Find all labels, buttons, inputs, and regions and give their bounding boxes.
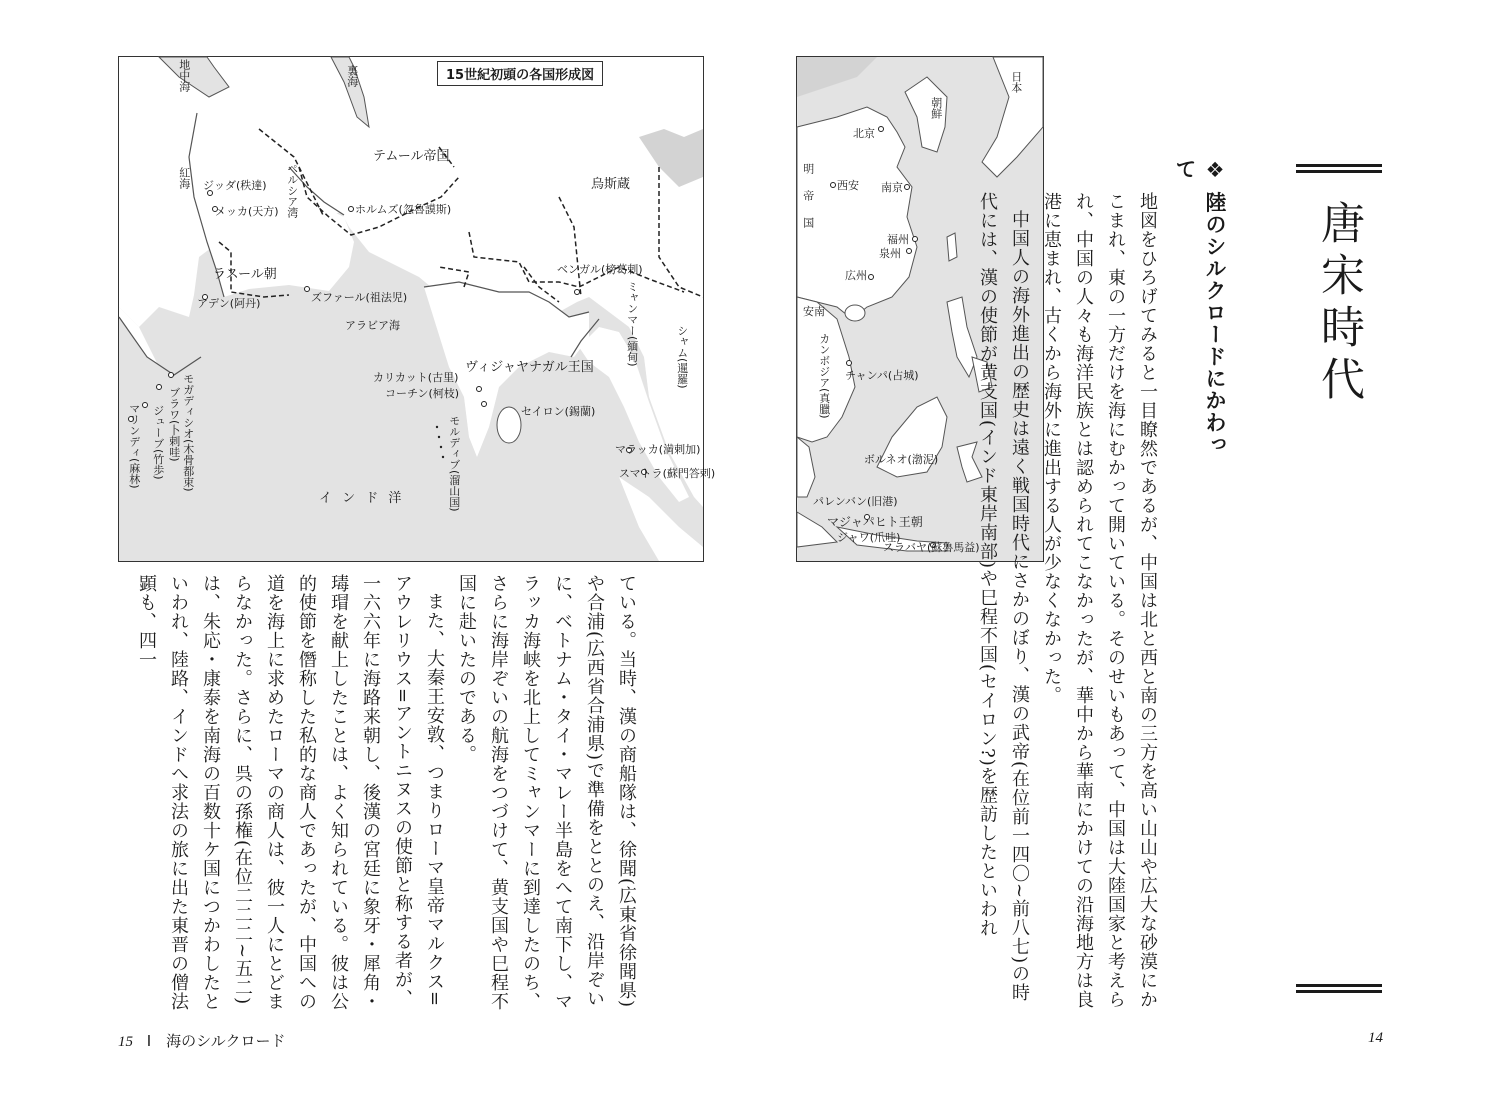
page-number: 15 <box>118 1034 133 1050</box>
label-surabaya: スラバヤ(蘇魯馬益) <box>883 541 980 554</box>
chapter-rule-bottom <box>1296 984 1382 996</box>
label-tibet: 烏斯蔵 <box>591 177 631 192</box>
label-annam: 安南 <box>803 305 825 318</box>
label-dhofar: ズファール(祖法児) <box>311 291 408 304</box>
label-jubb: ジューブ(竹歩) <box>151 405 165 480</box>
label-persian-gulf: ペルシア湾 <box>285 163 299 218</box>
label-ming: 明帝国 <box>801 163 815 244</box>
label-brava: ブラワ(卜剌哇) <box>167 387 181 462</box>
label-malacca: マラッカ(満剌加) <box>615 443 701 456</box>
label-java: ジャワ(爪哇) <box>837 531 901 544</box>
label-korea: 朝鮮 <box>929 97 943 119</box>
label-calicut: カリカット(古里) <box>373 371 459 384</box>
label-xian: 西安 <box>837 179 859 192</box>
label-sumatra: スマトラ(蘇門答剌) <box>618 467 716 480</box>
label-caspian: 裏海 <box>345 65 359 87</box>
indian-ocean-map <box>118 56 716 562</box>
label-red-sea: 紅海 <box>177 167 191 189</box>
label-champa: チャンパ(占城) <box>845 369 919 382</box>
label-japan: 日本 <box>1009 71 1023 93</box>
folio-left <box>118 1030 286 1051</box>
label-siam: シャム(暹羅) <box>675 325 689 389</box>
label-rasul: ラスール朝 <box>213 267 277 282</box>
chapter-rule-top <box>1296 164 1382 176</box>
paragraph: ている。当時、漢の商船隊は、徐聞(広東省徐聞県)や合浦(広西省合浦県)で準備をととのえ、沿岸ぞいに、ベトナム・タイ・マレー半島をへて南下し、マラッカ海峡を北上してミャンマーに到達したのち、さらに海岸ぞいの航海をつづけて、黄支国や巳程不国に赴いたのである。 <box>456 574 637 1011</box>
label-mogadishu: モガディシオ(木骨都束) <box>181 373 195 492</box>
label-fuzhou: 福州 <box>887 233 909 246</box>
label-palembang: パレンバン(旧港) <box>813 495 898 508</box>
label-mecca: メッカ(天方) <box>215 205 279 218</box>
paragraph: また、大秦王安敦、つまりローマ皇帝マルクス=アウレリウス=アントニヌスの使節と称する者が、一六六年に海路来朝し、後漢の宮廷に象牙・犀角・瑇瑁を献上したことは、よく知られている。彼は公的使節を僭称した私的な商人であったが、中国への道を海上に求めたローマの商人は、彼一人にとどまらなかった。さらに、呉の孫権(在位二二二~五二)は、朱応・康泰を南海の百数十ケ国につかわしたといわれ、陸路、インドへ求法の旅に出た東晋の僧法顕も、四一 <box>136 574 445 1011</box>
label-arabian-sea: アラビア海 <box>345 319 400 332</box>
label-borneo: ボルネオ(渤泥) <box>863 453 939 466</box>
paragraph: 地図をひろげてみると一目瞭然であるが、中国は北と西と南の三方を高い山山や広大な砂漠にかこまれ、東の一方だけを海にむかって開いている。そのせいもあって、中国は大陸国家と考えられ、中国の人々も海洋民族とは認められてこなかったが、華中から華南にかけての沿海地方は良港に恵まれ、古くから海外に進出する人が少なくなかった。 <box>1041 192 1158 1009</box>
folio-right <box>1368 1030 1383 1047</box>
label-vijayanagar: ヴィジャヤナガル王国 <box>465 360 594 375</box>
label-beijing: 北京 <box>853 127 875 140</box>
paragraph: 中国人の海外進出の歴史は遠く戦国時代にさかのぼり、漢の武帝(在位前一四〇~前八七)の時代には、漢の使節が黄支国(インド東岸南部)や巳程不国(セイロン?)を歴訪したといわれ <box>977 192 1030 1003</box>
label-malindi: マリンディ(麻林) <box>127 403 141 489</box>
label-jeddah: ジッダ(秩達) <box>203 179 267 192</box>
body-text-left <box>112 574 642 1014</box>
label-mediterranean: 地中海 <box>177 59 191 92</box>
running-head: Ⅰ 海のシルクロード <box>146 1034 286 1050</box>
section-heading: ❖ 陸のシルクロードにかわって <box>1173 158 1227 456</box>
label-maldives: モルディブ(溜山国) <box>447 415 461 512</box>
label-indian-ocean: イ ン ド 洋 <box>319 491 405 506</box>
label-quanzhou: 泉州 <box>879 247 901 260</box>
label-guangzhou: 広州 <box>845 269 867 282</box>
label-myanmar: ミャンマー(緬甸) <box>625 281 639 367</box>
label-ceylon: セイロン(錫蘭) <box>521 405 596 418</box>
label-cambodia: カンボジア(真臘) <box>817 333 831 419</box>
label-bengal: ベンガル(榜葛剌) <box>557 263 643 276</box>
label-nanjing: 南京 <box>881 181 903 194</box>
label-aden: アデン(阿丹) <box>197 297 261 310</box>
label-hormuz: ホルムズ(忽魯謨斯) <box>355 203 452 216</box>
body-text-right <box>853 192 1163 1016</box>
right-page <box>750 0 1500 1102</box>
chapter-title: 唐宋時代 <box>1313 200 1364 408</box>
label-majapahit: マジャパヒト王朝 <box>827 515 923 529</box>
label-cochin: コーチン(柯枝) <box>385 387 460 400</box>
page-number: 14 <box>1368 1030 1383 1046</box>
label-timur: テムール帝国 <box>373 149 450 164</box>
map-title: 15世紀初頭の各国形成図 <box>437 61 603 86</box>
